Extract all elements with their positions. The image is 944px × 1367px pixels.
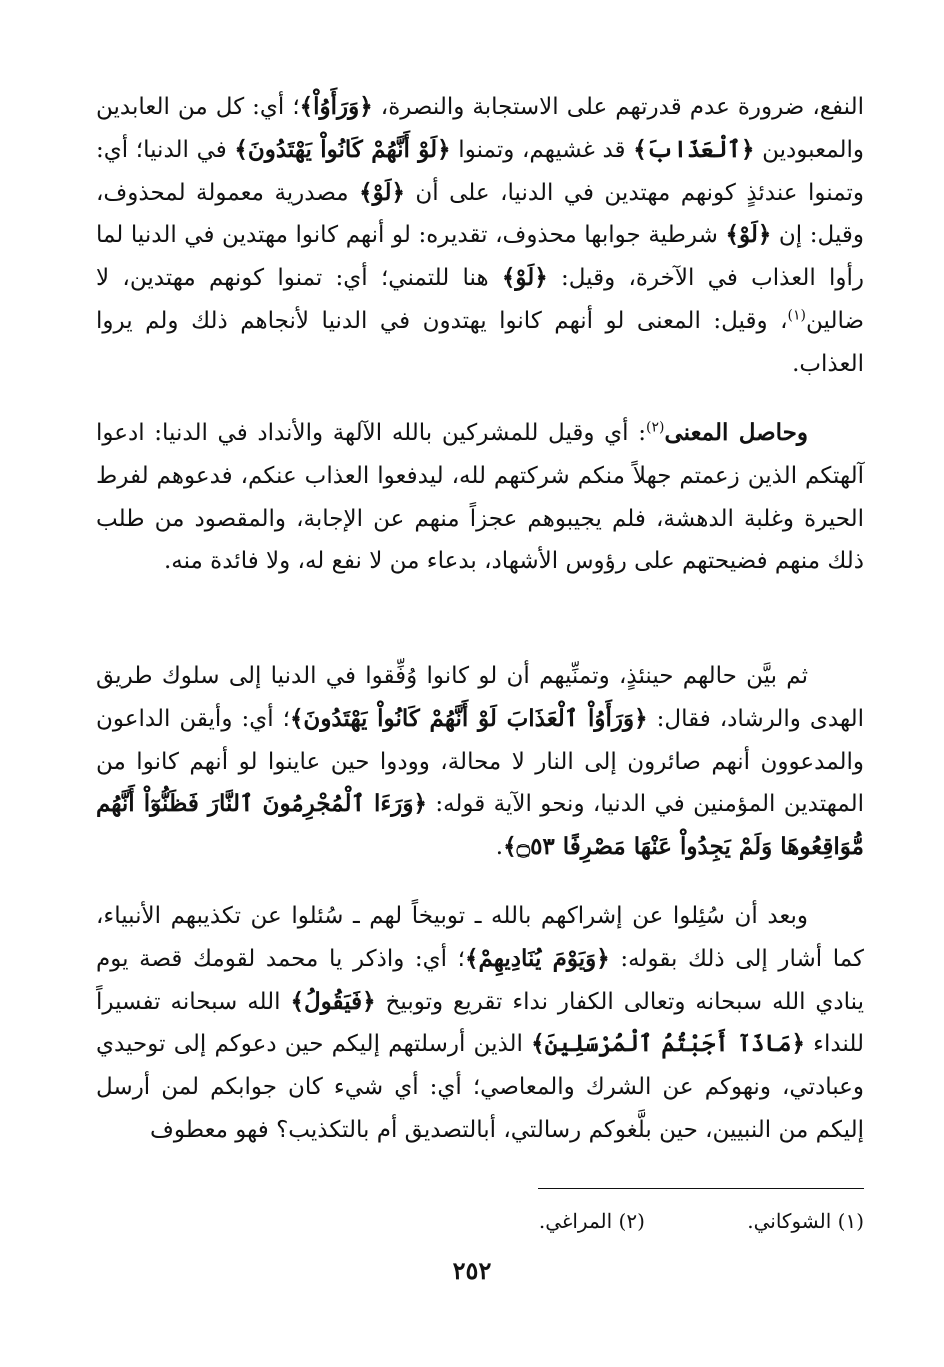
- text-run: ؛ أي: كل من العابدين والمعبودين: [96, 94, 865, 163]
- footnotes: [300, 1206, 864, 1236]
- text-run: شرطية جوابها محذوف، تقديره: لو أنهم كانوا مهتدين في الدنيا لما رأوا العذاب في الآخرة، وقيل:: [96, 222, 864, 292]
- quran-quote: ﴿لَوْ أَنَّهُمْ كَانُواْ يَهْتَدُونَ﴾: [234, 135, 451, 163]
- quran-quote: ﴿لَوْ﴾: [501, 264, 548, 292]
- text-run: .: [495, 834, 504, 861]
- text-run: ؛ أي: واذكر يا محمد لقومك قصة يوم ينادي الله سبحانه وتعالى الكفار نداء تقريع وتوبيخ: [96, 945, 864, 1015]
- quran-quote: ﴿فَيَقُولُ﴾: [290, 987, 376, 1015]
- paragraph-4: [96, 895, 864, 1152]
- paragraph-3: [96, 655, 864, 869]
- text-run: الذين أرسلتهم إليكم حين دعوكم إلى توحيدي وعبادتي، ونهوكم عن الشرك والمعاصي؛ أي: أي شيء كان جوابكم لمن أرسل إليكم من النبيين، حين بلَّغوكم رسالتي، أبالتصديق أم بالتكذيب؟ فهو معطوف: [96, 1031, 864, 1143]
- paragraph-lead: [96, 655, 864, 869]
- footnote-2: (٢) المراغي.: [538, 1209, 645, 1233]
- text-run: النفع، ضرورة عدم قدرتهم على الاستجابة والنصرة،: [372, 94, 864, 120]
- footnote-ref[interactable]: (١): [787, 307, 806, 324]
- footnote-1: (١) الشوكاني.: [747, 1209, 864, 1233]
- text-run: الله سبحانه تفسيراً للنداء: [96, 988, 864, 1058]
- text-run: قد غشيهم، وتمنوا: [450, 136, 634, 163]
- text-run: مصدرية معمولة لمحذوف، وقيل: إن: [96, 179, 864, 249]
- text-run: : أي وقيل للمشركين بالله الآلهة والأنداد في الدنيا: ادعوا آلهتكم الذين زعمتم جهلاً منكم شركتهم لله، ليدفعوا العذاب عنكم، فدعوهم لفرط الحيرة وغلبة الدهشة، فلم يجيبوهم عجزاً منهم عن الإجابة، والمقصود من طلب ذلك منهم فضيحتهم على رؤوس الأشهاد، بدعاء من لا نفع له، ولا فائدة منه.: [96, 420, 864, 575]
- quran-quote: ﴿وَيَوْمَ يُنَادِيهِمْ﴾: [464, 944, 610, 972]
- text-run: وبعد أن سُئِلوا عن إشراكهم بالله ـ توبيخاً لهم ـ سُئلوا عن تكذيبهم الأنبياء، كما أشار إلى ذلك بقوله:: [96, 903, 864, 972]
- page-number: ٢٥٢: [452, 1256, 492, 1285]
- footnote-ref[interactable]: (٢): [645, 419, 665, 436]
- text-run: ؛ أي: وأيقن الداعون والمدعوون أنهم صائرون إلى النار لا محالة، وودوا حين عاينوا لو أنهم كانوا من المهتدين المؤمنين في الدنيا، ونحو الآية قوله:: [96, 705, 864, 818]
- quran-quote: ﴿مَاذَآ أَجَبْتُمُ ٱلْمُرْسَلِينَ﴾: [531, 1030, 805, 1058]
- quran-quote: ﴿لَوْ﴾: [725, 221, 772, 249]
- paragraph-1: [96, 86, 864, 386]
- bold-heading-text: وحاصل المعنى: [664, 419, 808, 446]
- quran-quote: ﴿وَرَءَا ٱلْمُجْرِمُونَ ٱلنَّارَ فَظَنُّوٓاْ أَنَّهُم مُّوَاقِعُوهَا وَلَمْ يَجِدُواْ عَنْهَا مَصْرِفًا ۝٥٣﴾: [96, 790, 864, 861]
- paragraph-lead: [96, 412, 864, 583]
- paragraph-2: [96, 412, 864, 583]
- paragraph-lead: [96, 895, 864, 1152]
- text-run: هنا للتمني؛ أي: تمنوا كونهم مهتدين، لا ضالين: [96, 265, 864, 334]
- text-run: ، وقيل: المعنى لو أنهم كانوا يهتدون في الدنيا لأنجاهم ذلك ولم يروا العذاب.: [96, 307, 864, 377]
- quran-quote: ﴿وَرَأَوُاْ﴾: [299, 93, 373, 120]
- quran-quote: ﴿وَرَأَوُاْ ٱلْعَذَابَ لَوْ أَنَّهُمْ كَانُواْ يَهْتَدُونَ﴾: [289, 704, 648, 732]
- text-run: ثم بيَّن حالهم حينئذٍ، وتمنِّيهم أن لو كانوا وُفِّقوا في الدنيا إلى سلوك طريق الهدى والرشاد، فقال:: [96, 663, 864, 732]
- footnote-separator: [538, 1188, 864, 1189]
- text-run: في الدنيا؛ أي: وتمنوا عندئذٍ كونهم مهتدين في الدنيا، على أن: [96, 136, 865, 206]
- quran-quote: ﴿ٱلْعَذَابَ﴾: [633, 135, 755, 163]
- quran-quote: ﴿لَوْ﴾: [359, 178, 405, 206]
